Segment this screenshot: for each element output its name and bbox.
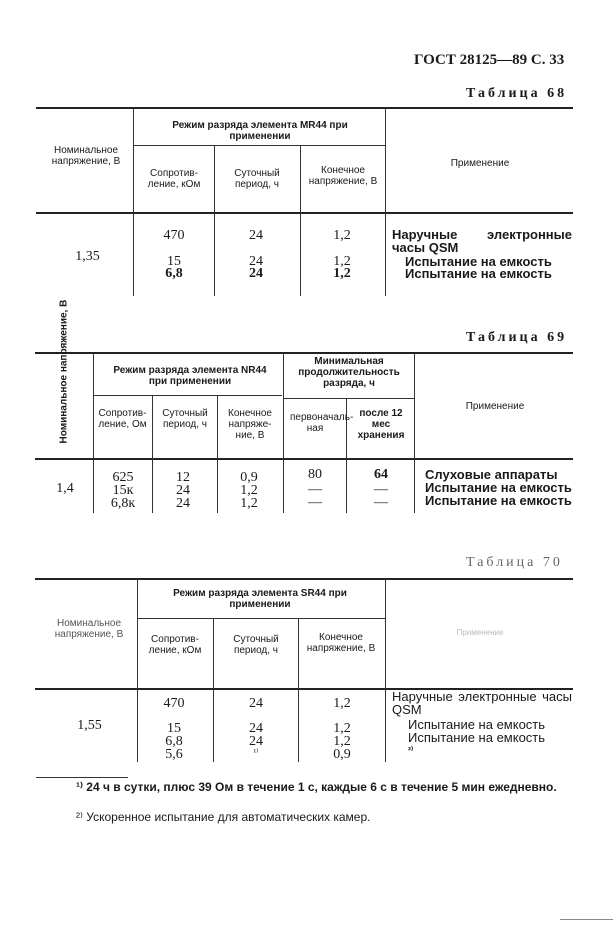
cell-period: 24 [249,254,263,269]
cell-application: Испытание на емкость [425,493,572,508]
cell-period: 24 [249,734,263,749]
cell-period: 24 [249,721,263,736]
header-application: Применение [465,401,525,412]
header-period: Суточный период, ч [233,634,279,656]
cell-period: 24 [249,228,263,243]
voltage-value: 1,35 [75,249,100,264]
cell-final: 1,2 [333,721,351,736]
header-final: Конечное напряже-ние, В [228,408,272,441]
header-group: Режим разряда элемента MR44 при применении [172,120,348,142]
cell-resistance: 625 [112,470,134,485]
header-final: Конечное напряжение, В [306,632,376,654]
cell-final: 1,2 [333,696,351,711]
voltage-value: 1,55 [77,718,102,733]
header-group-min-duration: Минимальная продолжительность разряда, ч [298,356,400,389]
cell-application: Слуховые аппараты [425,467,558,482]
voltage-value: 1,4 [56,481,74,496]
cell-application: Испытание на емкость [405,254,552,269]
cell-application: Испытание на емкость [405,266,552,281]
cell-final: 0,9 [240,470,258,485]
table-title: Таблица 70 [466,555,563,570]
cell-period: 24 [249,266,263,281]
cell-resistance: 6,8к [110,496,136,511]
table-title: Таблица 69 [466,330,568,345]
header-period: Суточный период, ч [162,408,208,430]
cell-initial: — [308,482,322,497]
cell-application: Наручные электронные часы QSM [392,227,572,255]
footnote-2: ²⁾ Ускоренное испытание для автоматических камер. [76,810,371,824]
cell-period: 24 [249,696,263,711]
cell-resistance: 5,6 [165,747,183,762]
cell-initial: — [308,495,322,510]
cell-resistance: 470 [163,696,185,711]
cell-resistance: 15 [167,721,181,736]
cell-period: ¹⁾ [253,747,259,757]
cell-after: 64 [374,467,388,482]
cell-final: 1,2 [333,228,351,243]
cell-final: 1,2 [333,266,351,281]
header-group: Режим разряда элемента NR44 при применении [113,365,267,387]
cell-resistance: 6,8 [165,266,183,281]
header-voltage: Номинальное напряжение, В [58,299,70,444]
header-group: Режим разряда элемента SR44 при применении [173,588,347,610]
cell-application: Испытание на емкость [408,717,546,732]
table-title: Таблица 68 [466,86,568,101]
footnote-1: ¹⁾ 24 ч в сутки, плюс 39 Ом в течение 1 с, каждые 6 с в течение 5 мин ежедневно. [76,780,557,794]
header-resistance: Сопротив-ление, кОм [148,634,202,656]
cell-final: 1,2 [240,496,258,511]
header-after-storage: после 12 мес хранения [357,408,405,441]
cell-after: — [374,482,388,497]
header-resistance: Сопротив-ление, кОм [147,168,201,190]
cell-period: 24 [176,483,190,498]
cell-final: 1,2 [333,734,351,749]
cell-resistance: 15 [167,254,181,269]
cell-application: ²⁾ [408,745,414,755]
header-application: Применение [456,628,504,637]
cell-resistance: 6,8 [165,734,183,749]
cell-resistance: 15к [112,483,134,498]
cell-application: Испытание на емкость [408,730,546,745]
cell-period: 24 [176,496,190,511]
cell-final: 1,2 [333,254,351,269]
header-final: Конечное напряжение, В [308,165,378,187]
cell-period: 12 [176,470,190,485]
header-application: Применение [450,158,510,169]
cell-initial: 80 [308,467,322,482]
header-initial: первоначаль-ная [290,412,354,434]
cell-final: 1,2 [240,483,258,498]
header-voltage: Номинальное напряжение, В [54,618,124,640]
header-voltage: Номинальное напряжение, В [51,145,121,167]
cell-final: 0,9 [333,747,351,762]
header-period: Суточный период, ч [234,168,280,190]
cell-application: Испытание на емкость [425,480,572,495]
cell-after: — [374,495,388,510]
cell-resistance: 470 [163,228,185,243]
page-header: ГОСТ 28125—89 С. 33 [414,52,565,68]
header-resistance: Сопротив-ление, Ом [98,408,147,430]
cell-application: Наручные электронные часы QSM [392,689,572,717]
